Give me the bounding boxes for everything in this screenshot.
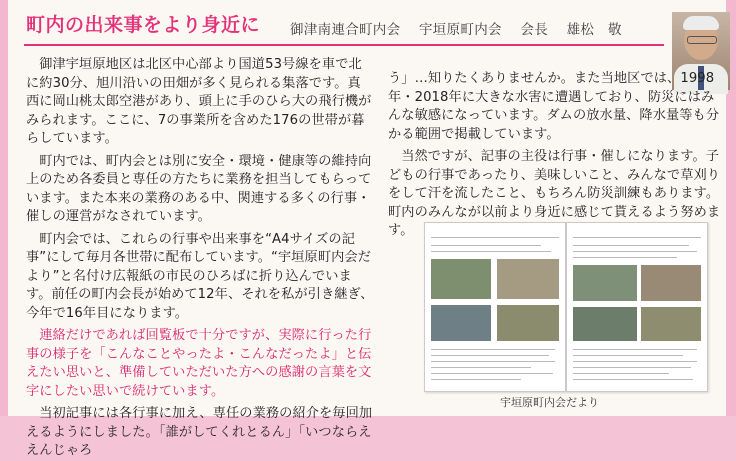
byline-association: 御津南連合町内会 bbox=[290, 22, 401, 38]
article-column-1 bbox=[26, 56, 374, 458]
portrait-glasses bbox=[687, 36, 717, 44]
thumb-line bbox=[431, 349, 555, 350]
left-pink-border bbox=[0, 0, 8, 416]
thumb-line bbox=[431, 355, 549, 356]
thumb-line bbox=[431, 237, 559, 238]
paragraph-4-text: 連絡だけであれば回覧板で十分ですが、実際に行った行事の様子を「こんなことやったよ・こんなだったよ」と伝えたい思いと、準備していただいた方への感謝の言葉を文字にしたい思いで続けています。 bbox=[26, 328, 372, 399]
thumb-line bbox=[573, 379, 693, 380]
newsletter-thumbnail-2 bbox=[566, 222, 708, 392]
title-divider bbox=[24, 44, 664, 46]
thumb-line bbox=[573, 245, 689, 246]
thumb-line bbox=[573, 257, 677, 258]
thumb-photo bbox=[641, 307, 701, 341]
thumb-line bbox=[431, 361, 555, 362]
thumb-line bbox=[573, 237, 701, 238]
figure-caption: 宇垣原町内会だより bbox=[500, 396, 599, 409]
paragraph-5: 当初記事には各行事に加え、専任の業務の紹介を毎回加えるようにしました。「誰がしてくれとるん」「いつならええんじゃろ bbox=[26, 406, 373, 458]
article-column-2 bbox=[388, 70, 726, 238]
paragraph-3: 町内会では、これらの行事や出来事を“A4サイズの記事”にして毎月各世帯に配布しています。“宇垣原町内会だより”と名付け広報紙の市民のひろばに折り込んでいます。前任の町内会長が始めて12年、それを私が引き継ぎ、今年で16年目になります。 bbox=[26, 231, 374, 321]
article-title: 町内の出来事をより身近に bbox=[26, 14, 261, 36]
thumb-line bbox=[573, 251, 697, 252]
thumb-line bbox=[431, 373, 553, 374]
thumb-photo bbox=[573, 307, 637, 341]
paragraph-6: う」…知りたくありませんか。また当地区では、1998年・2018年に大きな水害に遭遇しており、防災にはみんな敏感になっています。ダムの放水量、降水量等も分かる範囲で掲載しています。 bbox=[388, 71, 720, 142]
portrait-hair bbox=[683, 16, 719, 30]
thumb-photo bbox=[431, 305, 491, 341]
newsletter-thumbnail-1 bbox=[424, 222, 566, 392]
byline bbox=[290, 18, 636, 38]
thumb-line bbox=[573, 349, 697, 350]
thumb-line bbox=[573, 355, 683, 356]
byline-role: 会長 bbox=[520, 22, 549, 38]
thumb-line bbox=[431, 367, 531, 368]
paragraph-7: 当然ですが、記事の主役は行事・催しになります。子どもの行事であったり、美味しいこと、みんなで草刈りをして汗を流したこと、もちろん防災訓練もあります。町内のみんなが以前より身近に感じて貰えるよう努めます。 bbox=[388, 149, 721, 238]
paragraph-4 bbox=[26, 327, 374, 401]
thumb-line bbox=[573, 361, 697, 362]
paragraph-2: 町内では、町内会とは別に安全・環境・健康等の維持向上のため各委員と専任の方たちに業務を担当してもらっています。また本来の業務のある中、関連する多くの行事・催しの運営がなされています。 bbox=[26, 153, 372, 224]
thumb-photo bbox=[641, 265, 701, 301]
thumb-line bbox=[573, 367, 691, 368]
thumb-line bbox=[431, 251, 551, 252]
thumb-line bbox=[431, 245, 541, 246]
paragraph-1: 御津宇垣原地区は北区中心部より国道53号線を車で北に約30分、旭川沿いの田畑が多く見られる集落です。真西に岡山桃太郎空港があり、頭上に手のひら大の飛行機がみられます。ここに、7の事業所を含めた176の世帯が暮らしています。 bbox=[26, 57, 372, 146]
byline-name: 雄松 敬 bbox=[566, 22, 622, 38]
thumb-photo bbox=[497, 305, 559, 341]
thumb-line bbox=[431, 379, 521, 380]
thumb-photo bbox=[431, 259, 491, 299]
thumb-line bbox=[573, 373, 669, 374]
byline-neighborhood: 宇垣原町内会 bbox=[419, 22, 502, 38]
thumb-photo bbox=[573, 265, 637, 301]
thumb-photo bbox=[497, 259, 559, 299]
